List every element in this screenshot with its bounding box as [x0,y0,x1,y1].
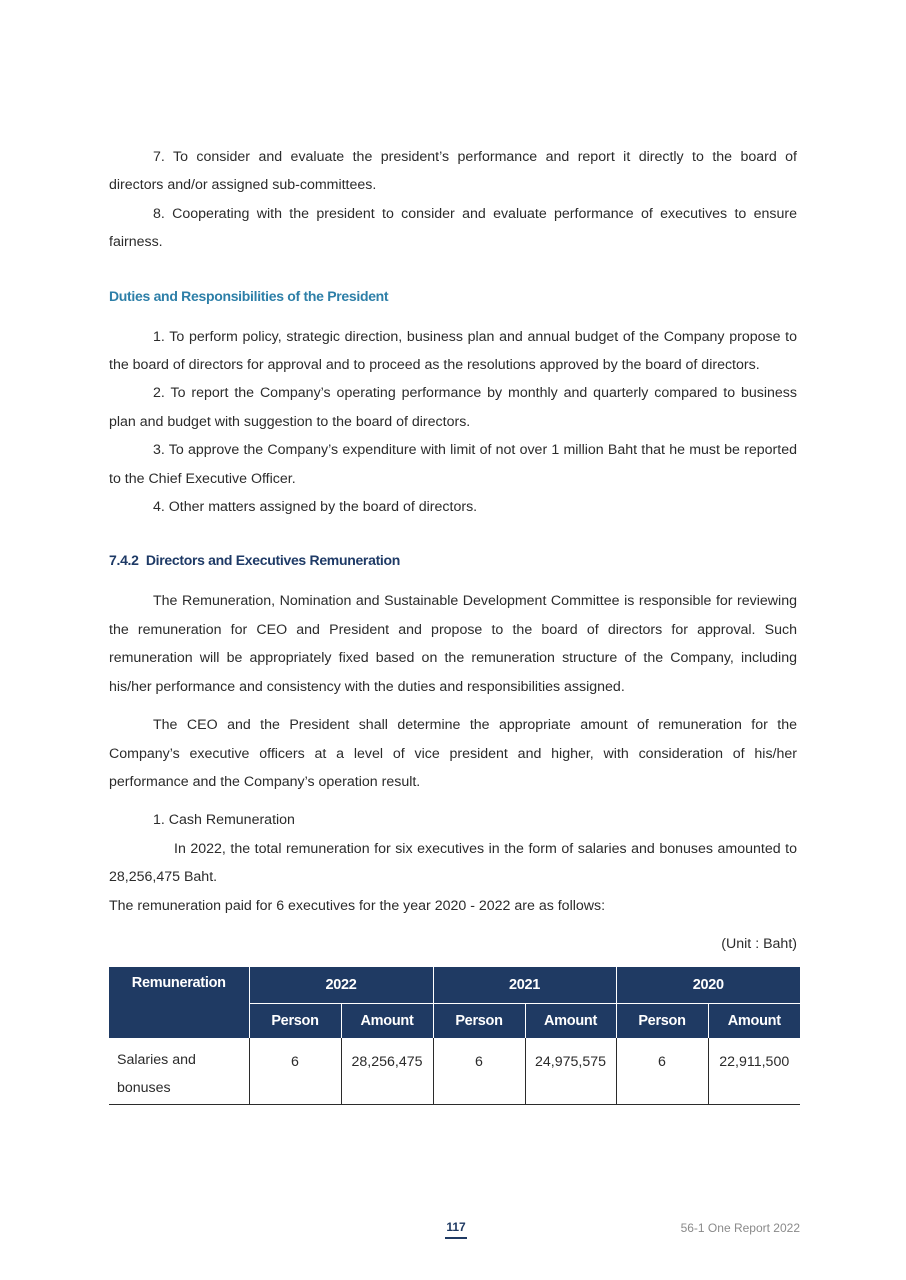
remuneration-table [109,967,800,1105]
header-amount-2020: Amount [708,1004,800,1039]
cell-amount-2020: 22,911,500 [708,1038,800,1105]
header-year-2022: 2022 [249,967,433,1004]
duty-3: 3. To approve the Company’s expenditure with limit of not over 1 million Baht that he must be reported to the Chief Executive Officer. [109,442,797,487]
item-7-line1: 7. To consider and evaluate the president’s performance and report it directly to the board of [153,149,797,165]
header-amount-2021: Amount [525,1004,616,1039]
header-year-2020: 2020 [616,967,800,1004]
remuneration-heading: 7.4.2 Directors and Executives Remuneration [109,552,401,569]
row-label: Salaries and bonuses [117,1052,196,1096]
unit-label: (Unit : Baht) [721,935,797,952]
page-number-underline [445,1237,467,1239]
header-person-2021: Person [433,1004,525,1039]
cell-person-2020: 6 [616,1038,708,1105]
cell-amount-2022: 28,256,475 [341,1038,433,1105]
document-body [109,143,797,958]
item-7-line2: directors and/or assigned sub-committees. [109,177,377,194]
duty-4: 4. Other matters assigned by the board of directors. [153,499,478,516]
page-number [436,1220,476,1239]
cash-remuneration-item: 1. Cash Remuneration [153,812,295,829]
remuneration-paragraph-1: The Remuneration, Nomination and Sustainable Development Committee is responsible for reviewing the remuneration for CEO and President and propose to the board of directors for approval. Such remuneration will be appropriately fixed based on the remuneration structure of the Company, including his/her performance and consistency with the duties and responsibilities assigned. [109,593,797,695]
header-person-2022: Person [249,1004,341,1039]
cell-amount-2021: 24,975,575 [525,1038,616,1105]
item-8-line2: fairness. [109,234,163,251]
remuneration-paragraph-2: The CEO and the President shall determine the appropriate amount of remuneration for the Company’s executive officers at a level of vice president and higher, with consideration of his/her performance and the Company’s operation result. [109,717,797,790]
report-name: 56-1 One Report 2022 [680,1221,800,1235]
cell-person-2021: 6 [433,1038,525,1105]
cell-person-2022: 6 [249,1038,341,1105]
duty-1: 1. To perform policy, strategic direction, business plan and annual budget of the Company propose to the board of directors for approval and to proceed as the resolutions approved by the board of directors. [109,328,797,374]
table-intro: The remuneration paid for 6 executives for the year 2020 - 2022 are as follows: [109,897,606,914]
item-8-line1: 8. Cooperating with the president to consider and evaluate performance of executives to ensure [153,205,797,222]
duty-2: 2. To report the Company’s operating performance by monthly and quarterly compared to business plan and budget with suggestion to the board of directors. [109,385,797,430]
header-year-2021: 2021 [433,967,616,1004]
duties-heading: Duties and Responsibilities of the President [109,287,389,304]
header-remuneration: Remuneration [109,967,249,1038]
header-person-2020: Person [616,1004,708,1039]
cash-remuneration-text: In 2022, the total remuneration for six executives in the form of salaries and bonuses amounted to 28,256,475 Baht. [109,840,797,886]
page-number-text: 117 [446,1220,466,1234]
table-row [109,1038,800,1105]
header-amount-2022: Amount [341,1004,433,1039]
